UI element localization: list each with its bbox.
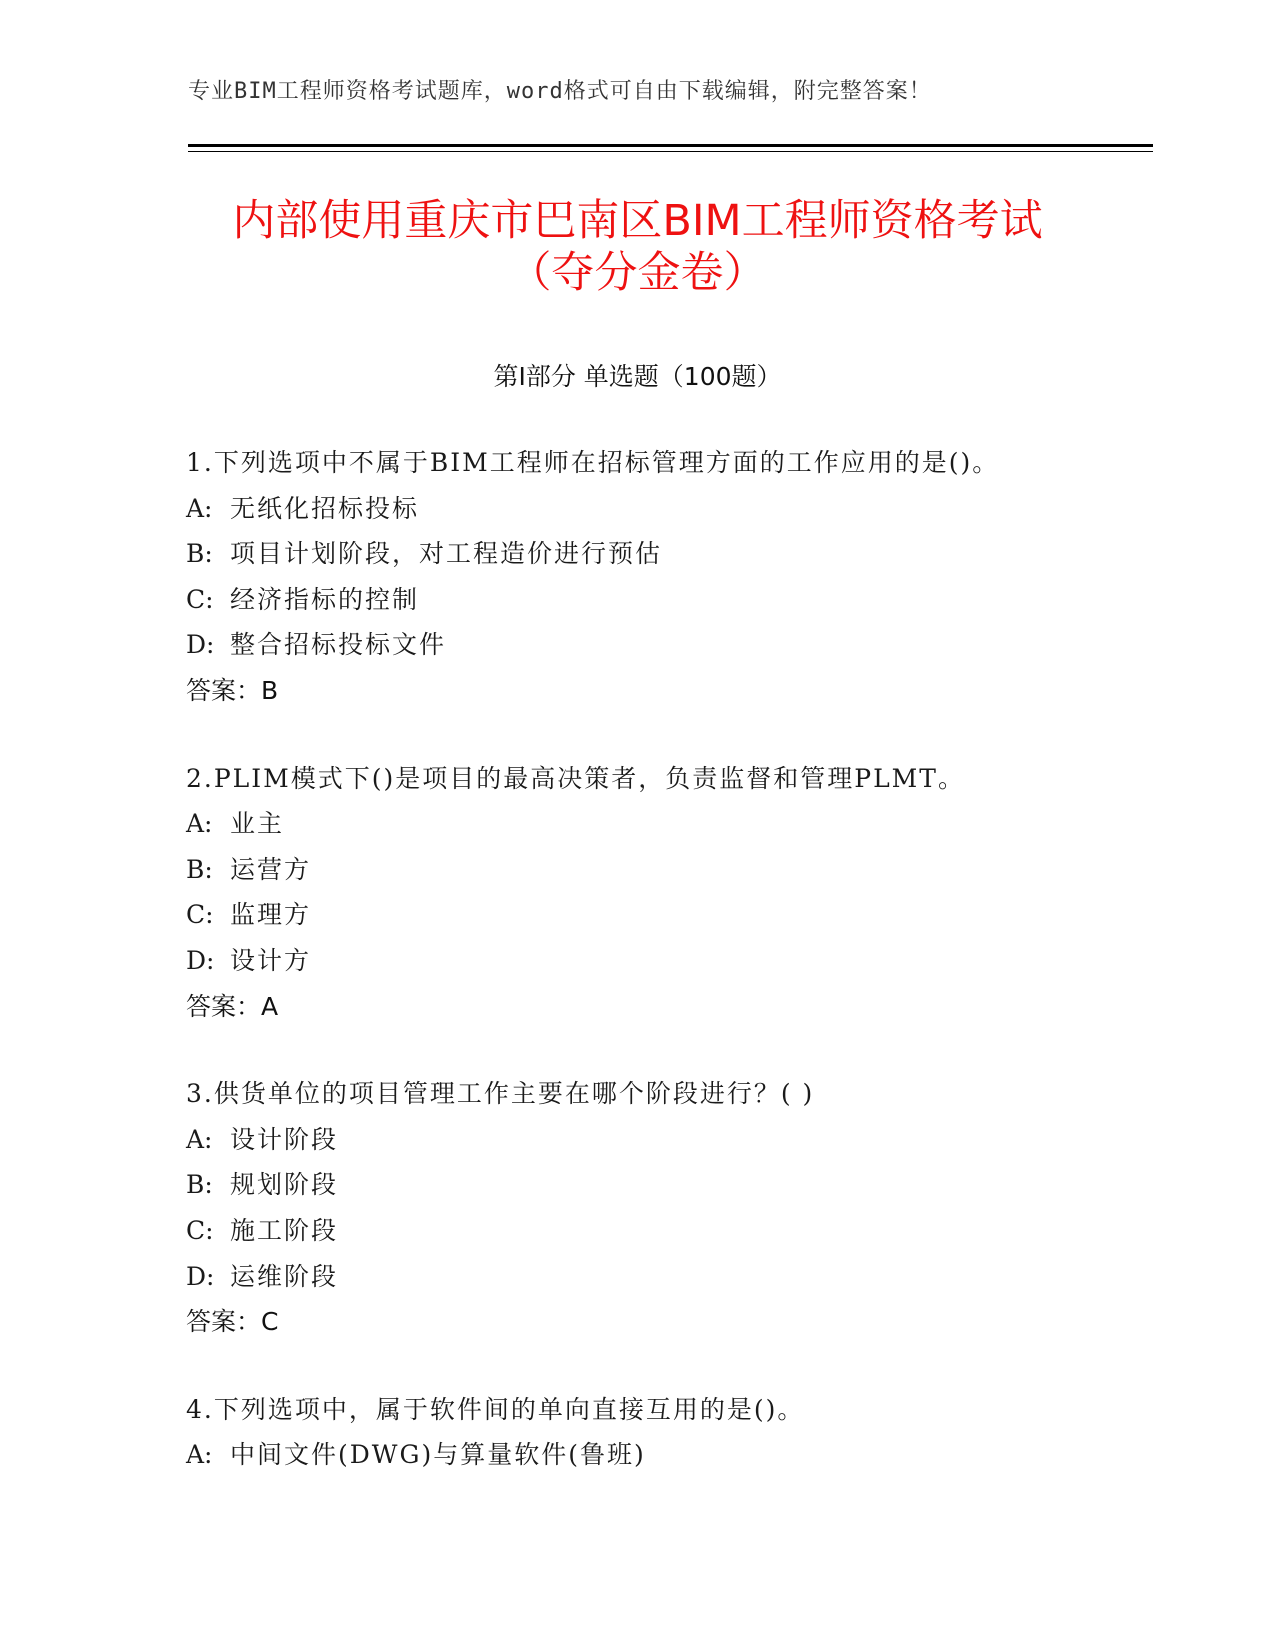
section-title: 第Ⅰ部分 单选题（100题） — [493, 362, 782, 391]
question-4 — [186, 1387, 1146, 1478]
option-a — [186, 801, 1146, 847]
option-letter: A: — [186, 1440, 213, 1470]
option-letter: D: — [186, 630, 215, 660]
question-stem: 2.PLIM模式下()是项目的最高决策者，负责监督和管理PLMT。 — [186, 763, 965, 793]
question-stem: 3.供货单位的项目管理工作主要在哪个阶段进行？( ) — [186, 1079, 815, 1109]
option-d — [186, 938, 1146, 984]
option-b — [186, 531, 1146, 577]
question-stem: 1.下列选项中不属于BIM工程师在招标管理方面的工作应用的是()。 — [186, 448, 1000, 477]
option-d — [186, 622, 1146, 668]
option-letter: B: — [186, 1170, 213, 1200]
option-letter: C: — [186, 584, 214, 614]
document-title-line1: 内部使用重庆市巴南区BIM工程师资格考试 — [232, 196, 1043, 246]
option-d — [186, 1254, 1146, 1300]
document-title-line2: （夺分金卷） — [508, 248, 767, 298]
header-rule-thin — [188, 151, 1153, 152]
option-c — [186, 577, 1146, 623]
option-text: 施工阶段 — [230, 1215, 339, 1245]
header-note: 专业BIM工程师资格考试题库，word格式可自由下载编辑，附完整答案！ — [188, 79, 932, 104]
answer: 答案：C — [186, 1307, 279, 1337]
option-text: 无纸化招标投标 — [230, 493, 420, 523]
question-3 — [186, 1071, 1146, 1345]
document-title — [150, 195, 1125, 299]
option-c — [186, 892, 1146, 938]
option-text: 中间文件(DWG)与算量软件(鲁班) — [230, 1440, 646, 1470]
option-a — [186, 1117, 1146, 1163]
option-letter: C: — [186, 1215, 214, 1245]
option-text: 业主 — [230, 809, 285, 839]
answer: 答案：B — [186, 675, 279, 705]
question-1 — [186, 440, 1146, 714]
option-c — [186, 1208, 1146, 1254]
option-text: 设计方 — [230, 945, 312, 975]
option-text: 整合招标投标文件 — [230, 630, 447, 660]
option-text: 经济指标的控制 — [230, 584, 420, 614]
option-letter: A: — [186, 809, 213, 839]
question-2 — [186, 756, 1146, 1030]
option-letter: D: — [186, 945, 215, 975]
question-list — [186, 440, 1146, 1520]
option-a — [186, 1432, 1146, 1478]
option-text: 项目计划阶段，对工程造价进行预估 — [230, 539, 663, 569]
option-letter: B: — [186, 854, 213, 884]
option-text: 运营方 — [230, 854, 312, 884]
option-letter: D: — [186, 1261, 215, 1291]
option-text: 规划阶段 — [230, 1170, 339, 1200]
answer: 答案：A — [186, 991, 279, 1021]
option-text: 运维阶段 — [230, 1261, 339, 1291]
option-letter: A: — [186, 1124, 213, 1154]
option-b — [186, 1162, 1146, 1208]
option-letter: A: — [186, 493, 213, 523]
option-text: 监理方 — [230, 900, 312, 930]
option-a — [186, 486, 1146, 532]
option-text: 设计阶段 — [230, 1124, 339, 1154]
option-letter: C: — [186, 900, 214, 930]
header-rule-thick — [188, 144, 1153, 147]
question-stem: 4.下列选项中，属于软件间的单向直接互用的是()。 — [186, 1394, 805, 1424]
option-b — [186, 847, 1146, 893]
option-letter: B: — [186, 539, 213, 569]
